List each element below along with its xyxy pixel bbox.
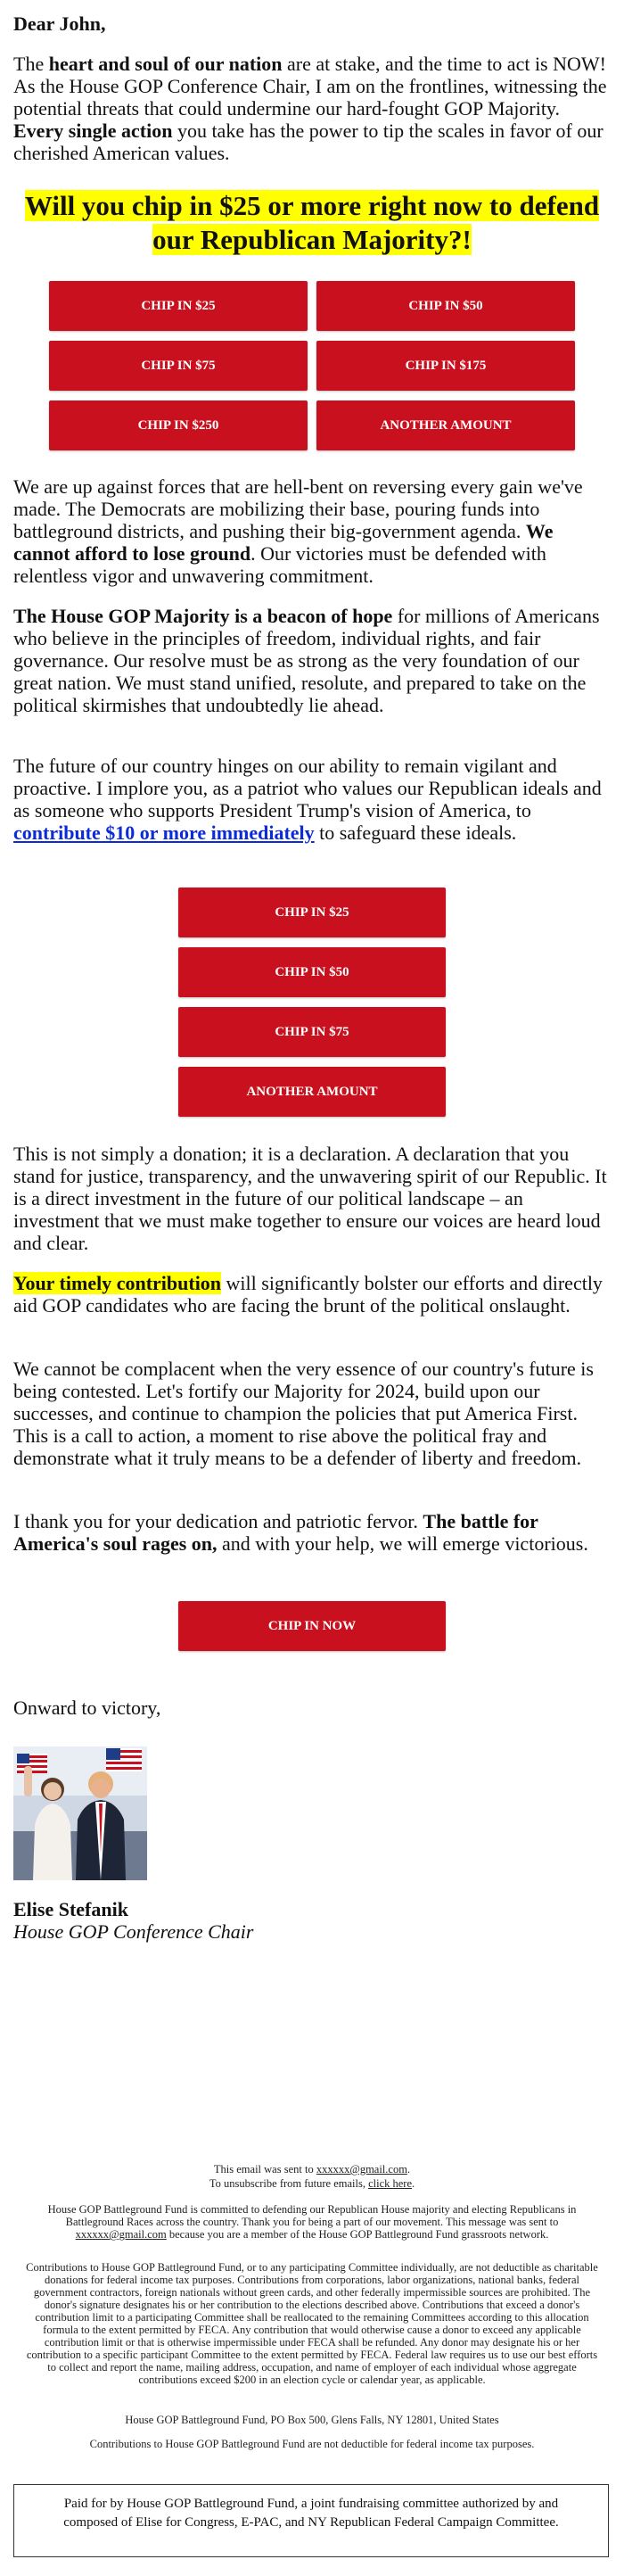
footer-legal: Contributions to House GOP Battleground Fund, or to any participating Committee individually, are not deductible as charitable donations for federal income tax purposes. Contributions from corporations, labor organizations, national banks, federal government contractors, foreign nationals without green cards, and other federally impermissible sources are prohibited. The donor's signature designates his or her contribution to the elections described above. Contributions that exceed a donor's contribution limit to a participating Committee shall be reallocated to the remaining Committees according to this allocation formula to the extent permitted by FECA. Any contribution that would otherwise cause a donor to exceed any applicable contribution limit or that is otherwise impermissible under FECA shall be refunded. Any donor may designate his or her contribution to a specific participant Committee to the extent permitted by FECA. Federal law requires us to use our best efforts to collect and report the name, mailing address, occupation, and name of employer of each individual whose aggregate contributions exceed $200 in an election cycle or calendar year, as applicable. [26, 2261, 598, 2386]
photo-elise-stefanik-with-donald-trump-icon [13, 1746, 147, 1880]
greeting: Dear John, [13, 12, 106, 35]
paragraph-forces: We are up against forces that are hell-bent on reversing every gain we've made. The Democrats are mobilizing their base, pouring funds into battleground districts, and pushing their big-government agenda. We cannot afford to lose ground. Our victories must be defended with relentless vigor and unwavering commitment. [13, 475, 583, 587]
chip-in-75-button[interactable]: CHIP IN $75 [49, 341, 308, 391]
intro-bold-1: heart and soul of our nation [48, 53, 283, 75]
paragraph-future: The future of our country hinges on our ability to remain vigilant and proactive. I implore you, as a patriot who values our Republican ideals and as someone who supports President Trump's vision of America, to contribute $10 or more immediately to safeguard these ideals. [13, 755, 602, 844]
footer-sent-to: This email was sent to xxxxxx@gmail.com. [213, 2163, 411, 2176]
chip-in-50-button[interactable]: CHIP IN $50 [316, 281, 575, 331]
chip-in-25-button[interactable]: CHIP IN $25 [49, 281, 308, 331]
chip-in-25-button-2[interactable]: CHIP IN $25 [178, 888, 446, 937]
paragraph-beacon: The House GOP Majority is a beacon of hope for millions of Americans who believe in the principles of freedom, individual rights, and fair governance. Our resolve must be as strong as the very foundation of our great nation. We must stand unified, resolute, and prepared to take on the political skirmishes that undoubtedly lie ahead. [13, 605, 600, 716]
paragraph-complacent: We cannot be complacent when the very essence of our country's future is being contested. Let's fortify our Majority for 2024, build upon our successes, and continue to champion the policies that put America First. This is a call to action, a moment to rise above the political fray and demonstrate what it truly means to be a defender of liberty and freedom. [13, 1358, 594, 1469]
footer-address: House GOP Battleground Fund, PO Box 500, Glens Falls, NY 12801, United States [125, 2414, 499, 2426]
chip-in-50-button-2[interactable]: CHIP IN $50 [178, 947, 446, 997]
another-amount-button[interactable]: ANOTHER AMOUNT [316, 400, 575, 450]
chip-in-now-button[interactable]: CHIP IN NOW [178, 1601, 446, 1651]
paragraph-thanks: I thank you for your dedication and patriotic fervor. The battle for America's soul rages on, and with your help, we will emerge victorious. [13, 1510, 588, 1555]
flag-right-icon [106, 1748, 142, 1771]
intro-paragraph: The heart and soul of our nation are at stake, and the time to act is NOW! As the House GOP Conference Chair, I am on the frontlines, witnessing the potential threats that could undermine our hard-fought GOP Majority. Every single action you take has the power to tip the scales in favor of our cherished American values. [13, 53, 607, 164]
signer-name: Elise Stefanik [13, 1898, 128, 1920]
unsubscribe-link[interactable]: click here [368, 2177, 413, 2190]
paid-for-box: Paid for by House GOP Battleground Fund, a joint fundraising committee authorized by and composed of Elise for Congress, E-PAC, and NY Republican Federal Campaign Committee. [13, 2484, 609, 2557]
contribute-link[interactable]: contribute $10 or more immediately [13, 822, 315, 844]
chip-in-175-button[interactable]: CHIP IN $175 [316, 341, 575, 391]
signer-photo [13, 1746, 147, 1880]
highlight-timely-contribution: Your timely contribution [13, 1272, 222, 1294]
chip-in-75-button-2[interactable]: CHIP IN $75 [178, 1007, 446, 1057]
another-amount-button-2[interactable]: ANOTHER AMOUNT [178, 1067, 446, 1117]
footer-unsubscribe: To unsubscribe from future emails, click here. [209, 2177, 415, 2190]
footer-member-email-link[interactable]: xxxxxx@gmail.com [75, 2228, 167, 2241]
footer-about: House GOP Battleground Fund is committed to defending our Republican House majority and electing Republicans in Battleground Races across the country. Thank you for being a part of our movement. This message was sent to xxxxxx@gmail.com because you are a member of the House GOP Battleground Fund grassroots network. [47, 2203, 577, 2241]
footer-email-link[interactable]: xxxxxx@gmail.com [316, 2163, 407, 2176]
paragraph-declaration: This is not simply a donation; it is a declaration. A declaration that you stand for justice, transparency, and the unwavering spirit of our Republic. It is a direct investment in the future of our political landscape – an investment that we must make together to ensure our voices are heard loud and clear. [13, 1143, 607, 1254]
signer-title: House GOP Conference Chair [13, 1920, 254, 1943]
intro-bold-2: Every single action [13, 120, 173, 142]
paragraph-timely: Your timely contribution will significantly bolster our efforts and directly aid GOP candidates who are facing the brunt of the political onslaught. [13, 1272, 603, 1317]
headline: Will you chip in $25 or more right now to defend our Republican Majority?! [24, 190, 600, 255]
footer-not-deductible: Contributions to House GOP Battleground Fund are not deductible for federal income tax purposes. [89, 2438, 535, 2450]
chip-in-250-button[interactable]: CHIP IN $250 [49, 400, 308, 450]
signoff: Onward to victory, [13, 1697, 161, 1719]
